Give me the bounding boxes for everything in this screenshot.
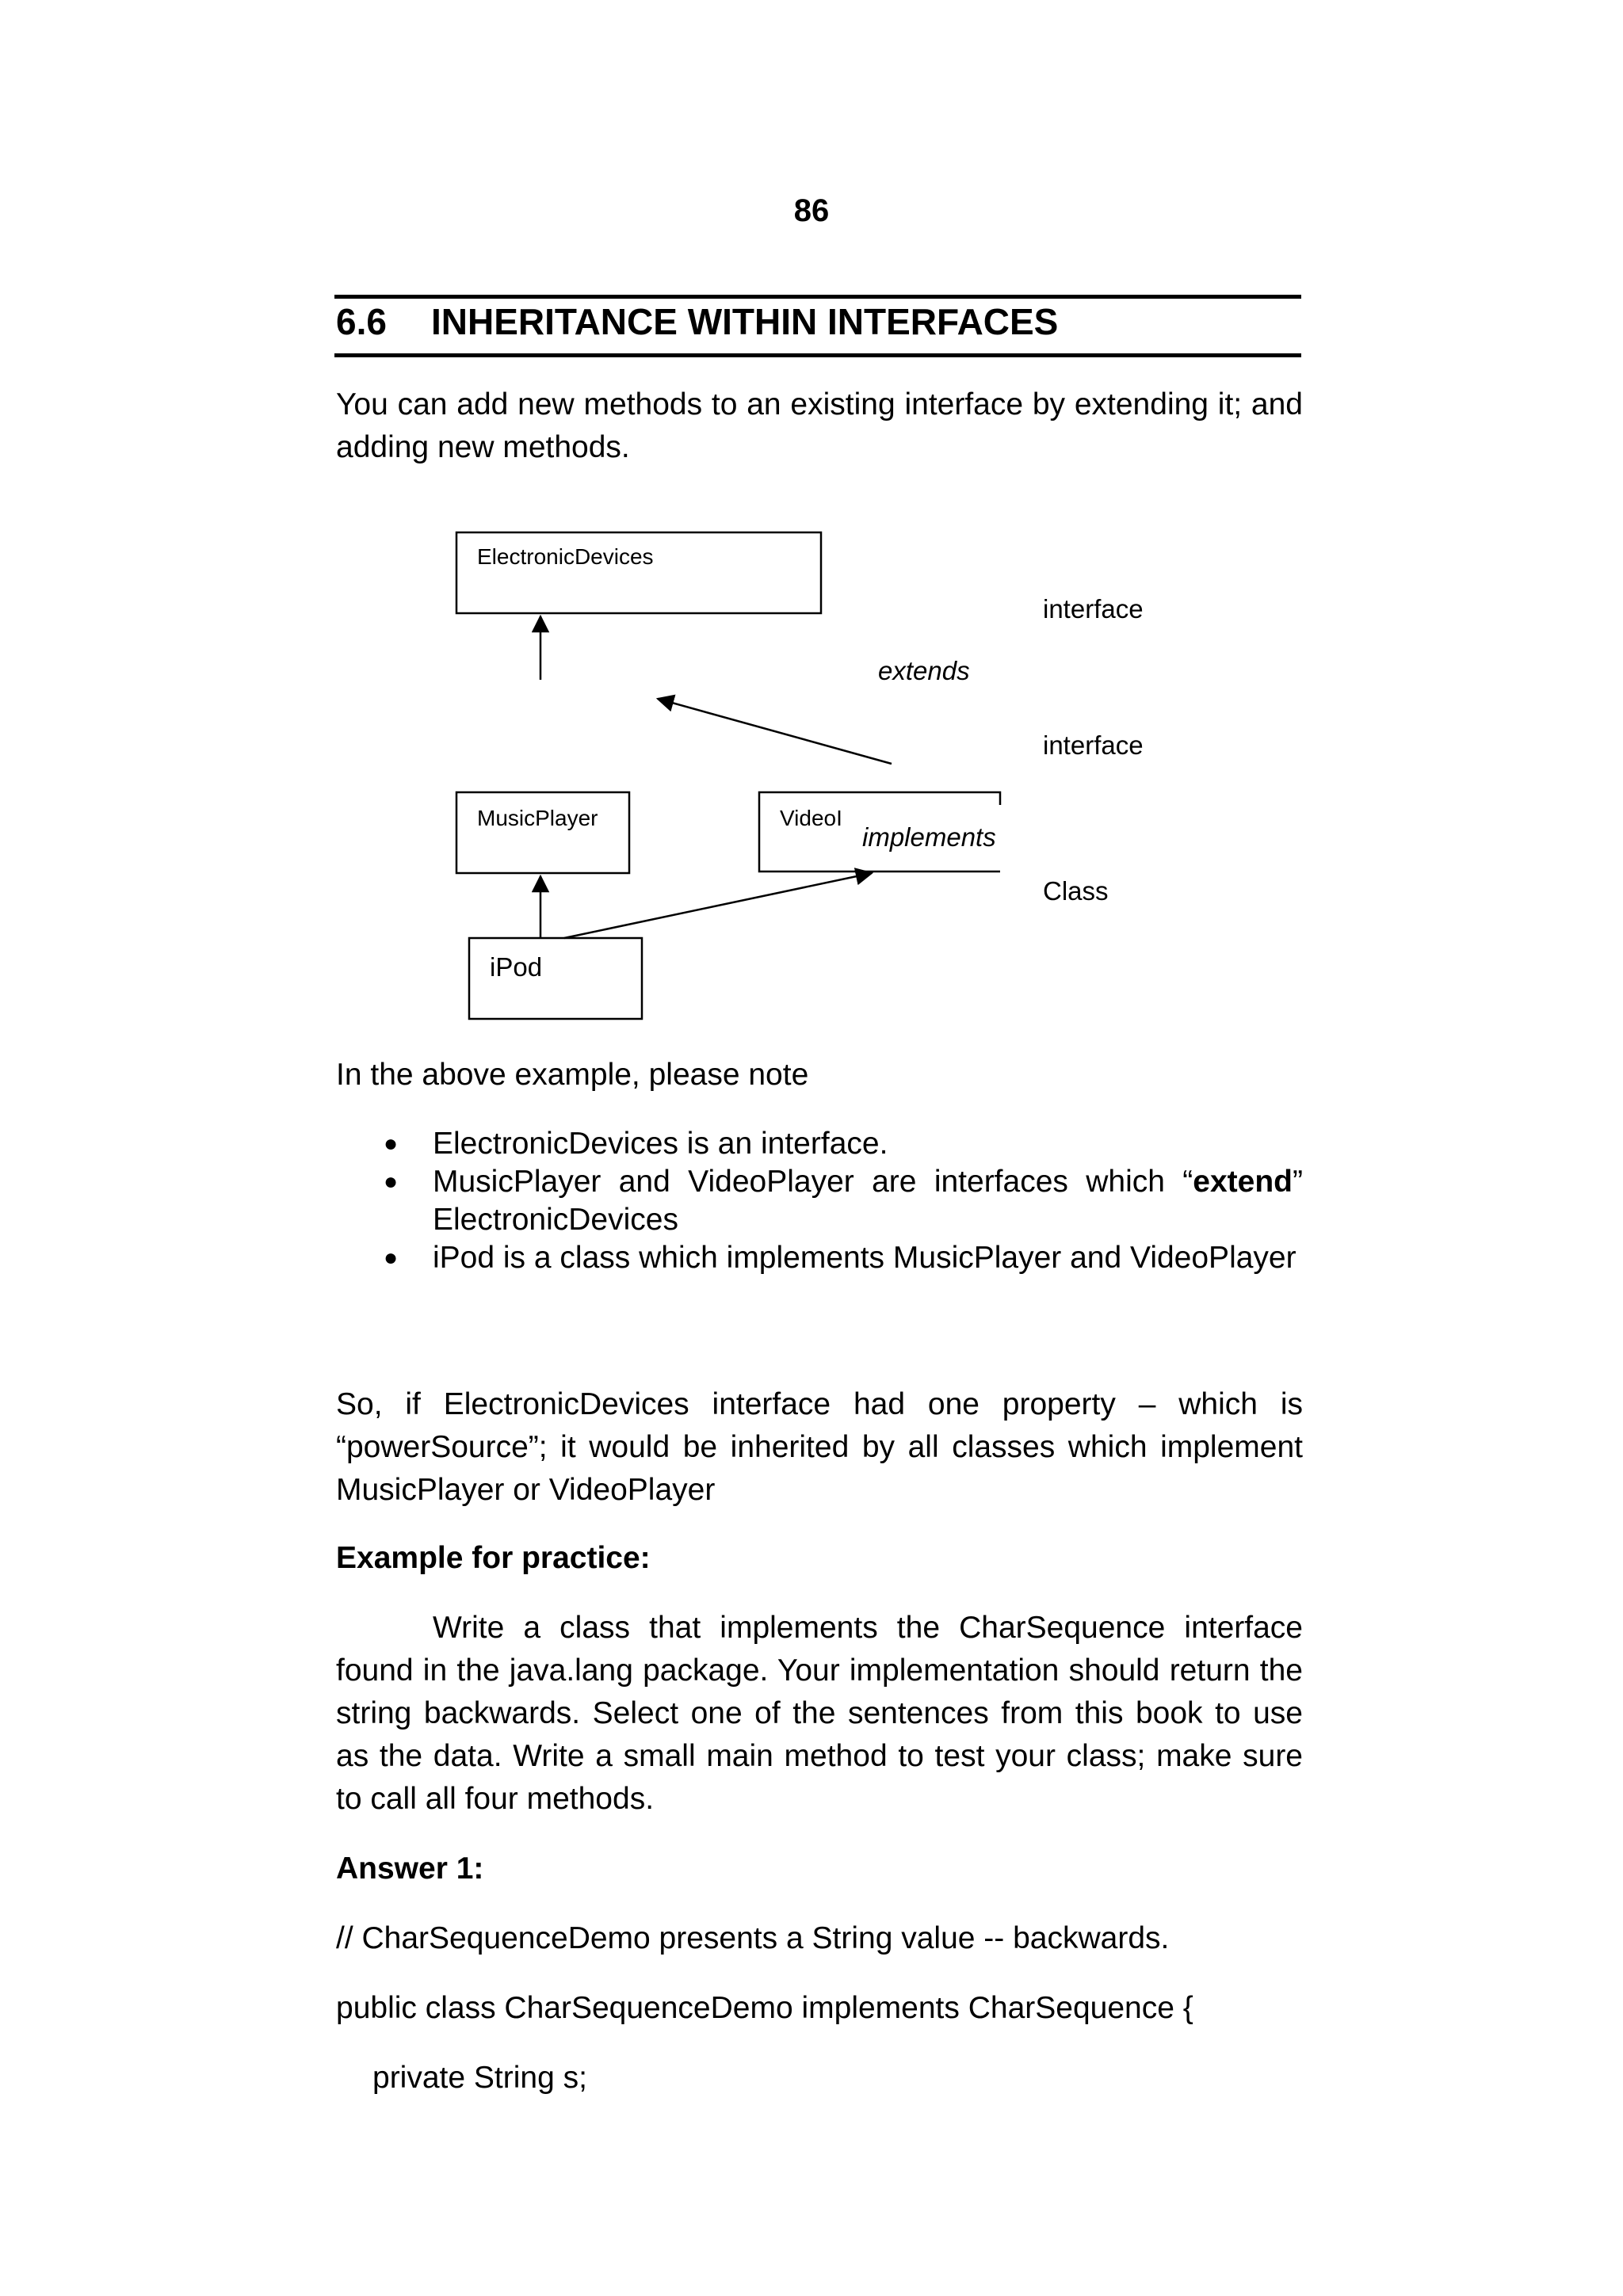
page-number: 86: [793, 193, 830, 228]
bullet-icon: ●: [384, 1169, 399, 1195]
answer-heading: Answer 1:: [336, 1852, 484, 1886]
video-player-label: VideoI: [780, 806, 842, 830]
extends-label: extends: [878, 656, 970, 685]
music-player-label: MusicPlayer: [477, 806, 598, 830]
note-intro: In the above example, please note: [336, 1058, 809, 1092]
list-item: [336, 1163, 1303, 1239]
list-item: [336, 1239, 1303, 1277]
bullet-text: ElectronicDevices is an interface.: [433, 1127, 888, 1161]
implements-label: implements: [862, 822, 996, 852]
bullet-bold-text: extend: [1193, 1165, 1293, 1199]
section-number: 6.6: [336, 301, 387, 342]
legend-interface-1: interface: [1043, 594, 1144, 624]
legend-class: Class: [1043, 876, 1109, 906]
code-comment-line: // CharSequenceDemo presents a String value -- backwards.: [336, 1921, 1170, 1955]
bullet-text: MusicPlayer and VideoPlayer are interfaces which “: [433, 1165, 1193, 1199]
bullet-text: iPod is a class which implements MusicPlayer and VideoPlayer: [433, 1241, 1296, 1275]
bullet-icon: ●: [384, 1245, 399, 1271]
ipod-label: iPod: [490, 952, 543, 982]
extends-arrow-diagonal: [658, 699, 892, 764]
power-source-paragraph: So, if ElectronicDevices interface had one property – which is “powerSource”; it would be inherited by all classes which implement MusicPlayer or VideoPlayer: [336, 1387, 1303, 1507]
music-player-box: [456, 792, 629, 873]
electronic-devices-label: ElectronicDevices: [477, 544, 654, 569]
bullet-icon: ●: [384, 1131, 399, 1157]
section-title: INHERITANCE WITHIN INTERFACES: [431, 301, 1059, 342]
implements-arrow-video: [564, 873, 872, 938]
legend-interface-2: interface: [1043, 730, 1144, 760]
bullet-text: ” ElectronicDevices: [433, 1165, 1303, 1237]
notes-list: [336, 1125, 1303, 1277]
intro-paragraph: You can add new methods to an existing interface by extending it; and adding new methods.: [336, 387, 1303, 464]
practice-heading: Example for practice:: [336, 1541, 651, 1575]
list-item: [336, 1125, 1303, 1163]
code-class-declaration: public class CharSequenceDemo implements CharSequence {: [336, 1991, 1193, 2025]
code-field-line: private String s;: [372, 2061, 587, 2095]
practice-paragraph: Write a class that implements the CharSequence interface found in the java.lang package. Your implementation should return the string backwards. Select one of the sentences from this book to use as the data. Write a small main method to test your class; make sure to call all four methods.: [336, 1611, 1303, 1816]
